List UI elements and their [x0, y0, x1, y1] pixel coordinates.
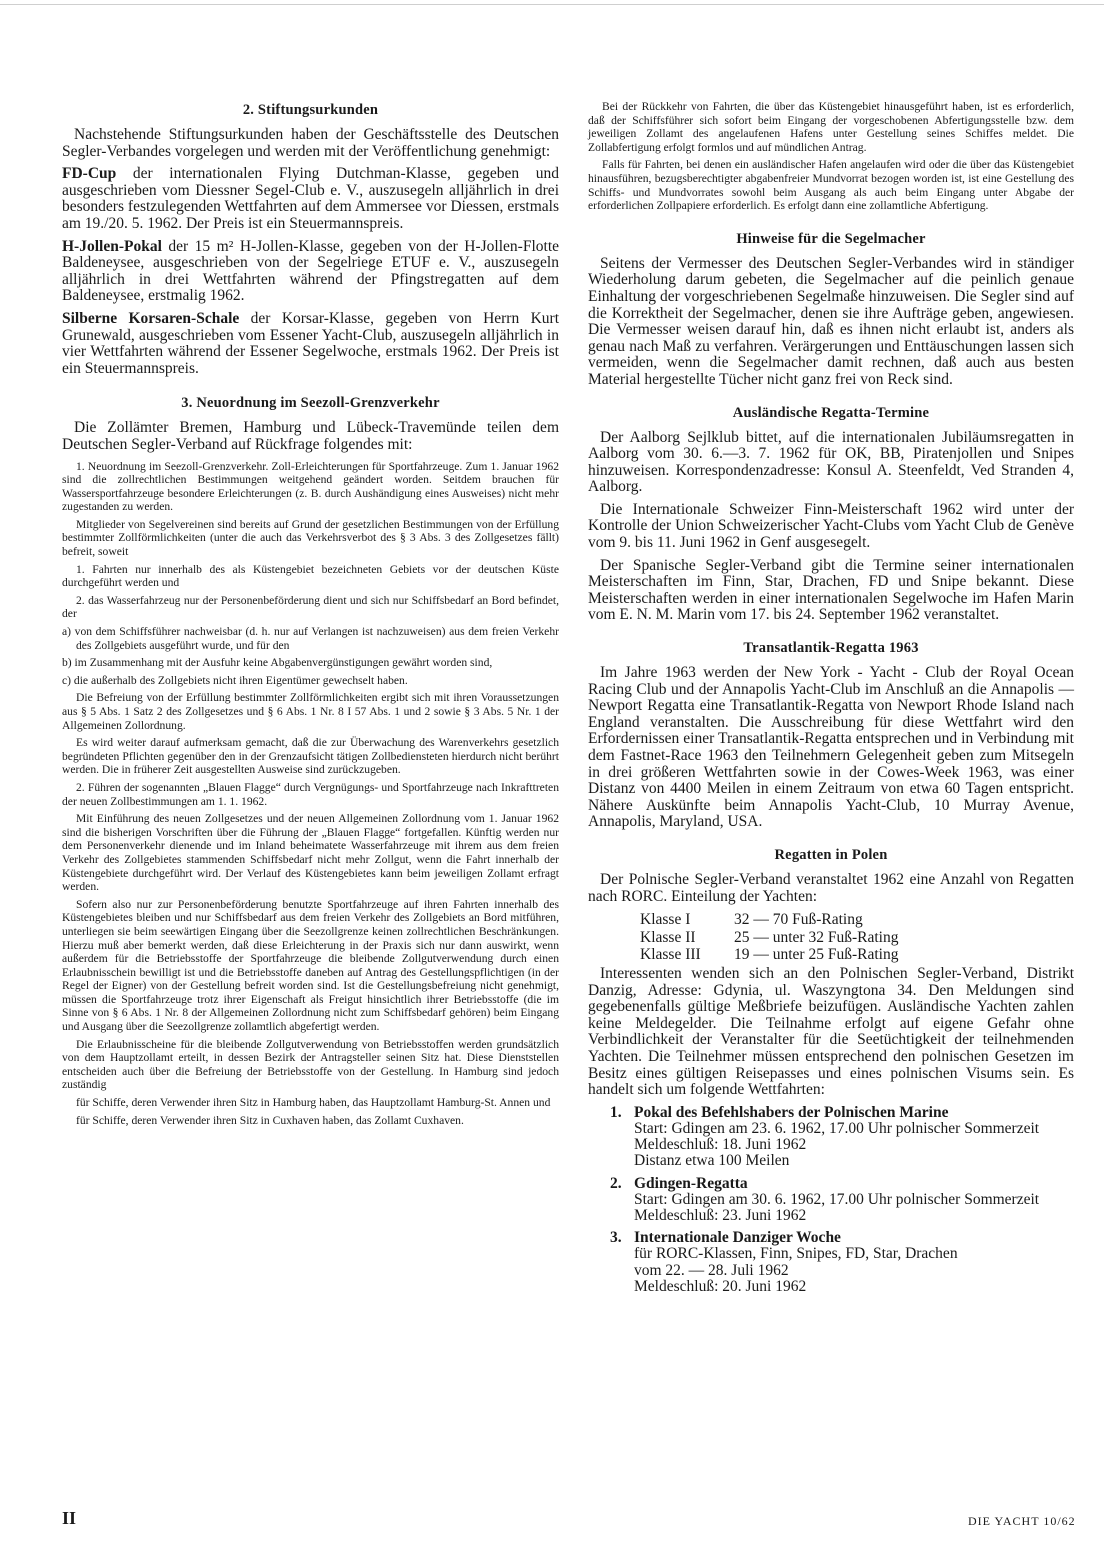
regatta-item-1: [588, 1105, 1074, 1170]
regatta-start: Start: Gdingen am 23. 6. 1962, 17.00 Uhr polnischer Sommerzeit: [634, 1119, 1040, 1137]
small-paragraph: Mit Einführung des neuen Zollgesetzes und der neuen Allgemeinen Zollordnung vom 1. Januar 1962 sind die bisherigen Vorschriften über die Führung der „Blauen Flagge“ fortgefallen. Künftig werden nur dem Personenverkehr dienende und im Inland beheimatete Wasserfahrzeuge mit ihrem aus dem freien Verkehr des Zollgebietes stammenden Schiffsbedarf nicht mehr Zollgut, wenn die Fahrt innerhalb der Küstengebiete durchgeführt wird. Der Verlauf des Küstengebietes kann beim jeweiligen Zollamt erfragt werden.: [62, 812, 559, 894]
fd-cup-title: FD-Cup: [62, 165, 117, 183]
klasse-rating: 32 — 70 Fuß-Rating: [734, 911, 863, 929]
paragraph-korsaren: [62, 311, 559, 377]
paragraph-polen-details: Interessenten wenden sich an den Polnischen Segler-Verband, Distrikt Danzig, Adresse: Gdynia, ul. Waszyngtona 34. Den Meldungen sind gegebenenfalls gültige Meßbriefe beizufügen. Ausländische Yachten zahlen keine Meldegelder. Die Teilnahme erfolgt auf eigene Gefahr ohne Verbindlichkeit der Veranstalter für die Seetüchtigkeit der teilnehmenden Yachten. Die Teilnehmer müssen entsprechend den polnischen Gesetzen im Besitz eines gültigen Reisepasses und eines polnischen Visums sein. Es handelt sich um folgende Wettfahrten:: [588, 964, 1074, 1099]
list-item-b: b) im Zusammenhang mit der Ausfuhr keine Abgabenvergünstigungen gewährt worden sind,: [62, 656, 493, 670]
small-paragraph: Es wird weiter darauf aufmerksam gemacht, daß die zur Überwachung des Warenverkehrs gesetzlich begründeten Pflichten gegenüber den in der Grenzaufsicht tätigen Zollbediensteten hierdurch nicht berührt werden. Die in früherer Zeit ausgestellten Ausweise sind zurückzugeben.: [62, 736, 559, 777]
paragraph-aalborg: Der Aalborg Sejlklub bittet, auf die internationalen Jubiläumsregatten in Aalborg vom 30. 6.—3. 7. 1962 für OK, BB, Piratenjollen und Snipes hinzuweisen. Korrespondenzadresse: Konsul A. Steenfeldt, Ved Stranden 4, Aalborg.: [588, 428, 1074, 496]
regatta-item-3: [588, 1230, 1074, 1295]
small-paragraph: Mitglieder von Segelvereinen sind bereits auf Grund der gesetzlichen Bestimmungen von der Erfüllung bestimmter Zollförmlichkeiten (unter die auch das Verkehrsverbot des § 3 Abs. 3 des Zollgesetzes fällt) befreit, soweit: [62, 517, 559, 559]
paragraph-transatlantik: Im Jahre 1963 werden der New York - Yacht - Club der Royal Ocean Racing Club und der Annapolis Yacht-Club im Anschluß an die Annapolis — Newport Regatta eine Transatlantik-Regatta von Newport Rhode Island nach England veranstalten. Die Ausschreibung für diese Wettfahrt wird den Erfordernissen einer Transatlantik-Regatta entsprechen und in Verbindung mit dem Fastnet-Race 1963 den Teilnehmern Gelegenheit geben zum Mitsegeln in drei größeren Wettfahrten sowie in der Cowes-Week 1963, was einer Distanz von 4400 Meilen in einem Zeitraum von etwa 60 Tagen entspricht. Nähere Auskünfte beim Annapolis Yacht-Club, 10 Murray Avenue, Annapolis, Maryland, USA.: [588, 664, 1074, 831]
regatta-meldeschluss: Meldeschluß: 18. Juni 1962: [634, 1136, 807, 1154]
small-paragraph: Sofern also nur zur Personenbeförderung benutzte Sportfahrzeuge auf ihren Fahrten innerhalb des Küstengebietes bleiben und nur Schiffsbedarf aus dem freien Verkehr des Zollgebiets an Bord mitführen, unterliegen sie beim seewärtigen Eingang über die Seezollgrenze keinen zollrechtlichen Beschränkungen. Hierzu muß aber bemerkt werden, daß diese Erleichterung in der Praxis sich nur dann auswirkt, wenn außerdem für die Betriebsstoffe der Sportfahrzeuge die bleibende Zollgutverwendung durch einen Erlaubnisschein bewilligt ist und die Betriebsstoffe daneben auf Antrag des Gestellungspflichtigen (in der Regel der Eigner) von der Gestellung befreit worden sind. Ist die Gestellungsbefreiung nicht genehmigt, müssen die Sportfahrzeuge trotz ihrer Eigenschaft als Freigut hinsichtlich ihrer Betriebsstoffe (die im Sinne von § 6 Abs. 1 Nr. 8 der Allgemeinen Zollordnung nicht zum Schiffsbedarf gehören) beim Eingang und Ausgang über die Seezollgrenze zollamtlich abgefertigt werden.: [62, 897, 559, 1034]
klasse-row: [640, 911, 1074, 929]
paragraph-polen-intro: Der Polnische Segler-Verband veranstaltet 1962 eine Anzahl von Regatten nach RORC. Einteilung der Yachten:: [588, 870, 1074, 905]
small-paragraph-rueckkehr: Bei der Rückkehr von Fahrten, die über das Küstengebiet hinausgeführt haben, ist es erforderlich, daß der Schiffsführer sich sofort beim Eingang der vorgeschobenen Abfertigungsstelle bzw. dem jeweiligen Zollamt des angelaufenen Hafens unter Gestellung seines Schiffes meldet. Die Zollabfertigung erfolgt formlos und auf mündlichen Antrag.: [588, 100, 1074, 154]
klasse-name: Klasse III: [640, 946, 701, 964]
heading-seezoll: 3. Neuordnung im Seezoll-Grenzverkehr: [181, 395, 440, 412]
small-paragraph: 2. das Wasserfahrzeug nur der Personenbeförderung dient und sich nur Schiffsbedarf an Bord befindet, der: [62, 593, 559, 621]
h-jollen-text: der 15 m² H-Jollen-Klasse, gegeben von der H-Jollen-Flotte Baldeneysee, ausgeschrieben von der Segelriege ETUF e. V., auszusegeln alljährlich in drei Wettfahrten während der Pfingstregatten auf dem Baldeneysee, erstmalig 1962.: [62, 237, 559, 305]
right-column: [588, 100, 1074, 1301]
paragraph-spanische: Der Spanische Segler-Verband gibt die Termine seiner internationalen Meisterschaften im Finn, Star, Drachen, FD und Snipe bekannt. Diese Meisterschaften werden in einer internationalen Segelwoche im Hafen Marin vom E. N. M. Marin vom 17. bis 24. September 1962 veranstaltet.: [588, 556, 1074, 624]
small-paragraph: 2. Führen der sogenannten „Blauen Flagge“ durch Vergnügungs- und Sportfahrzeuge nach Inkrafttreten der neuen Zollbestimmungen am 1. 1. 1962.: [62, 780, 559, 808]
regatta-datum: vom 22. — 28. Juli 1962: [634, 1261, 789, 1279]
regatta-number: 2.: [610, 1174, 622, 1192]
list-item-a: a) von dem Schiffsführer nachweisbar (d. h. nur auf Verlangen ist nachzuweisen) aus dem freien Verkehr des Zollgebiets ausgeführt wurde, und für den: [62, 625, 559, 652]
klasse-name: Klasse II: [640, 928, 696, 946]
paragraph-intro: Nachstehende Stiftungsurkunden haben der Geschäftsstelle des Deutschen Segler-Verbandes vorgelegen und werden mit der Veröffentlichung genehmigt:: [62, 126, 559, 160]
left-column: [62, 96, 559, 1131]
heading-stiftungsurkunden: 2. Stiftungsurkunden: [242, 102, 379, 118]
regatta-distanz: Distanz etwa 100 Meilen: [634, 1152, 790, 1170]
heading-segelmacher: Hinweise für die Segelmacher: [736, 230, 926, 247]
regatta-meldeschluss: Meldeschluß: 23. Juni 1962: [634, 1206, 807, 1224]
klasse-row: [640, 946, 1074, 964]
regatta-start: Start: Gdingen am 30. 6. 1962, 17.00 Uhr polnischer Sommerzeit: [634, 1190, 1040, 1208]
small-paragraph-mundvorrat: Falls für Fahrten, bei denen ein ausländischer Hafen angelaufen wird oder die über das Küstengebiet hinausführen, bezugsberechtigter abgabenfreier Mundvorrat bezogen worden ist, ist eine Gestellung des Schiffs- und Mundvorrates sowohl beim Ausgang als auch beim Eingang unter Abgabe der erforderlichen Zollpapiere erforderlich. Es erfolgt dann eine zollamtliche Abfertigung.: [588, 158, 1074, 213]
paragraph-h-jollen: [62, 239, 559, 305]
korsaren-title: Silberne Korsaren-Schale: [62, 309, 240, 327]
korsaren-text: der Korsar-Klasse, gegeben von Herrn Kurt Grunewald, ausgeschrieben vom Essener Yacht-Club, auszusegeln alljährlich in vier Wettfahrten während der Essener Segelwoche, erstmals 1962. Der Preis ist ein Steuermannspreis.: [62, 309, 559, 377]
regatta-item-2: [588, 1176, 1074, 1225]
klassen-list: [640, 911, 1074, 964]
paragraph-schweizer: Die Internationale Schweizer Finn-Meisterschaft 1962 wird unter der Kontrolle der Union Schweizerischer Yacht-Clubs vom Yacht Club de Genève vom 9. bis 11. Juni 1962 in Genf ausgesegelt.: [588, 500, 1074, 552]
regatta-title: Gdingen-Regatta: [634, 1174, 748, 1192]
regatta-number: 3.: [610, 1229, 622, 1247]
fd-cup-text: der internationalen Flying Dutchman-Klasse, gegeben und ausgeschrieben vom Diessner Segel-Club e. V., auszusegeln alljährlich in drei besonders festzulegenden Wettfahrten auf dem Ammersee vor Diessen, erstmals am 19./20. 5. 1962. Der Preis ist ein Steuermannspreis.: [62, 165, 559, 232]
regatta-number: 1.: [610, 1103, 622, 1121]
heading-auslaendische-regatta: Ausländische Regatta-Termine: [732, 404, 930, 421]
small-paragraph: 1. Neuordnung im Seezoll-Grenzverkehr. Zoll-Erleichterungen für Sportfahrzeuge. Zum 1. Januar 1962 sind die zollrechtlichen Bestimmungen weitgehend geändert worden. Seitdem brauchen für Wassersportfahrzeuge besondere Erleichterungen (z. B. durch Aushändigung eines Ausweises) nicht mehr zugestanden zu werden.: [62, 459, 559, 514]
regatta-title: Pokal des Befehlshabers der Polnischen Marine: [634, 1103, 949, 1121]
regatta-klassen: für RORC-Klassen, Finn, Snipes, FD, Star, Drachen: [634, 1245, 958, 1263]
small-paragraph-hamburg: für Schiffe, deren Verwender ihren Sitz in Hamburg haben, das Hauptzollamt Hamburg-St. Annen und: [76, 1096, 551, 1110]
small-paragraph: Die Erlaubnisscheine für die bleibende Zollgutverwendung von Betriebsstoffen werden grundsätzlich von dem Hauptzollamt erteilt, in dessen Bezirk der Antragsteller seinen Sitz hat. Diese Dienststellen entscheiden auch über die Befreiung der Betriebsstoffe von der Gestellung. In Hamburg sind jedoch zuständig: [62, 1037, 559, 1092]
h-jollen-title: H-Jollen-Pokal: [62, 237, 162, 255]
list-item-c: c) die außerhalb des Zollgebiets nicht ihren Eigentümer gewechselt haben.: [62, 673, 408, 687]
klasse-rating: 19 — unter 25 Fuß-Rating: [734, 946, 899, 964]
heading-transatlantik: Transatlantik-Regatta 1963: [743, 640, 919, 657]
magazine-issue: DIE YACHT 10/62: [968, 1514, 1076, 1528]
paragraph-zollaemter: Die Zollämter Bremen, Hamburg und Lübeck-Travemünde teilen dem Deutschen Segler-Verband auf Rückfrage folgendes mit:: [62, 419, 559, 453]
klasse-rating: 25 — unter 32 Fuß-Rating: [734, 928, 899, 946]
page-top-rule: [0, 4, 1104, 5]
small-paragraph: Die Befreiung von der Erfüllung bestimmter Zollförmlichkeiten ergibt sich mit ihren Voraussetzungen aus § 5 Abs. 1 Satz 2 des Zollgesetzes und § 6 Abs. 1 Nr. 8 I 57 Abs. 1 und 2 sowie § 3 Abs. 5 Nr. 1 der Allgemeinen Zollordnung.: [62, 691, 559, 732]
klasse-row: [640, 929, 1074, 947]
klasse-name: Klasse I: [640, 911, 691, 929]
small-paragraph: 1. Fahrten nur innerhalb des als Küstengebiet bezeichneten Gebiets vor der deutschen Küste durchgeführt werden und: [62, 562, 559, 590]
page-number: II: [62, 1508, 77, 1528]
small-paragraph-cuxhaven: für Schiffe, deren Verwender ihren Sitz in Cuxhaven haben, das Zollamt Cuxhaven.: [76, 1113, 464, 1127]
heading-polen: Regatten in Polen: [774, 846, 888, 863]
paragraph-fd-cup: [62, 166, 559, 232]
paragraph-segelmacher: Seitens der Vermesser des Deutschen Segler-Verbandes wird in ständiger Wiederholung darum gebeten, die Segelmacher auf die peinlich genaue Einhaltung der vorgeschriebenen Segelmaße hinzuweisen. Die Segler sind auf die Korrektheit der Segelmacher, denen sie ihre Aufträge geben, angewiesen. Die Vermesser weisen darauf hin, daß es ihnen nicht erlaubt ist, anders als genau nach Maß zu verfahren. Verärgerungen und Enttäuschungen lassen sich vermeiden, wenn die Segelmacher damit rechnen, daß auch aus besten Material hergestellte Tücher nicht ganz frei von Reck sind.: [588, 254, 1074, 388]
regatta-title: Internationale Danziger Woche: [634, 1229, 841, 1247]
regatta-meldeschluss: Meldeschluß: 20. Juni 1962: [634, 1277, 807, 1295]
